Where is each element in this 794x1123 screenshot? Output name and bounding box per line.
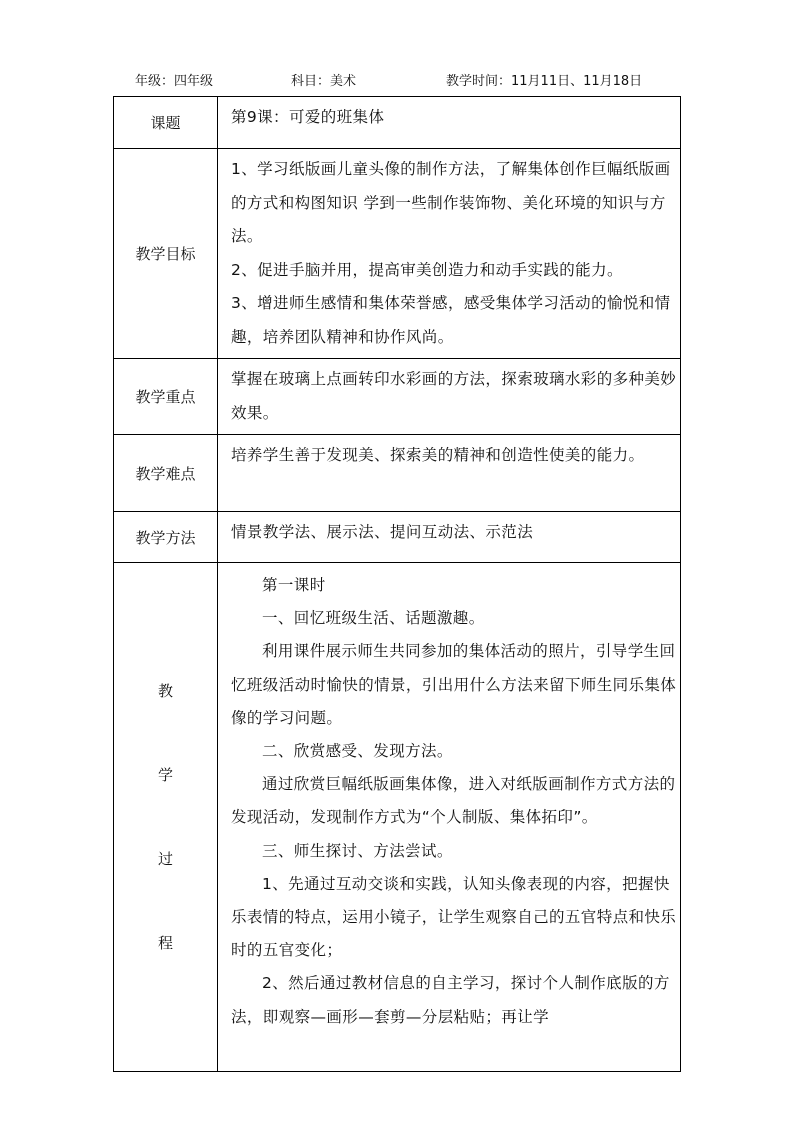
methods-label: 教学方法 xyxy=(114,512,218,563)
difficulties-row xyxy=(114,435,681,512)
process-content xyxy=(218,563,681,1072)
process-paragraph-2: 一、回忆班级生活、话题激趣。 xyxy=(262,609,485,628)
document-header xyxy=(113,70,681,92)
subject-label: 科目：美术 xyxy=(291,74,357,89)
process-paragraph-8: 2、然后通过教材信息的自主学习，探讨个人制作底版的方法，即观察—画形—套剪—分层粘贴；再让学 xyxy=(231,974,670,1026)
difficulties-label: 教学难点 xyxy=(114,435,218,512)
process-label-char-2: 学 xyxy=(157,766,173,784)
process-label-char-1: 教 xyxy=(157,682,173,700)
goals-content xyxy=(218,149,681,359)
process-row xyxy=(114,563,681,1072)
difficulties-content: 培养学生善于发现美、探索美的精神和创造性使美的能力。 xyxy=(218,435,681,512)
process-paragraph-6: 三、师生探讨、方法尝试。 xyxy=(262,841,453,860)
goals-row xyxy=(114,149,681,359)
process-label-char-4: 程 xyxy=(157,934,173,952)
methods-content: 情景教学法、展示法、提问互动法、示范法 xyxy=(218,512,681,563)
process-paragraph-3: 利用课件展示师生共同参加的集体活动的照片，引导学生回忆班级活动时愉快的情景，引出用什么方法来留下师生同乐集体像的学习问题。 xyxy=(231,642,677,727)
topic-label: 课题 xyxy=(114,97,218,149)
process-paragraph-5: 通过欣赏巨幅纸版画集体像，进入对纸版画制作方式方法的发现活动，发现制作方式为“个人制版、集体拓印”。 xyxy=(231,775,676,827)
process-label-stack xyxy=(114,568,217,1066)
process-paragraph-7: 1、先通过互动交谈和实践，认知头像表现的内容，把握快乐表情的特点，运用小镜子，让学生观察自己的五官特点和快乐时的五官变化； xyxy=(231,874,677,960)
lesson-plan-table xyxy=(113,96,681,1072)
key-points-label: 教学重点 xyxy=(114,359,218,435)
process-label-char-3: 过 xyxy=(157,850,173,868)
topic-row xyxy=(114,97,681,149)
grade-label: 年级：四年级 xyxy=(135,74,214,89)
process-paragraph-4: 二、欣赏感受、发现方法。 xyxy=(262,742,453,761)
topic-content: 第9课：可爱的班集体 xyxy=(218,97,681,149)
methods-row xyxy=(114,512,681,563)
goal-item-2: 2、促进手脑并用，提高审美创造力和动手实践的能力。 xyxy=(231,260,623,279)
process-paragraph-1: 第一课时 xyxy=(262,576,326,594)
key-points-content: 掌握在玻璃上点画转印水彩画的方法，探索玻璃水彩的多种美妙效果。 xyxy=(218,359,681,435)
goal-item-1: 1、学习纸版画儿童头像的制作方法，了解集体创作巨幅纸版画的方式和构图知识 学到一些制作装饰物、美化环境的知识与方法。 xyxy=(231,160,671,245)
key-points-row xyxy=(114,359,681,435)
teaching-time-label: 教学时间：11月11日、11月18日 xyxy=(446,74,643,89)
goals-label: 教学目标 xyxy=(114,149,218,359)
goal-item-3: 3、增进师生感情和集体荣誉感，感受集体学习活动的愉悦和情趣，培养团队精神和协作风尚。 xyxy=(231,294,671,346)
process-label xyxy=(114,563,218,1072)
